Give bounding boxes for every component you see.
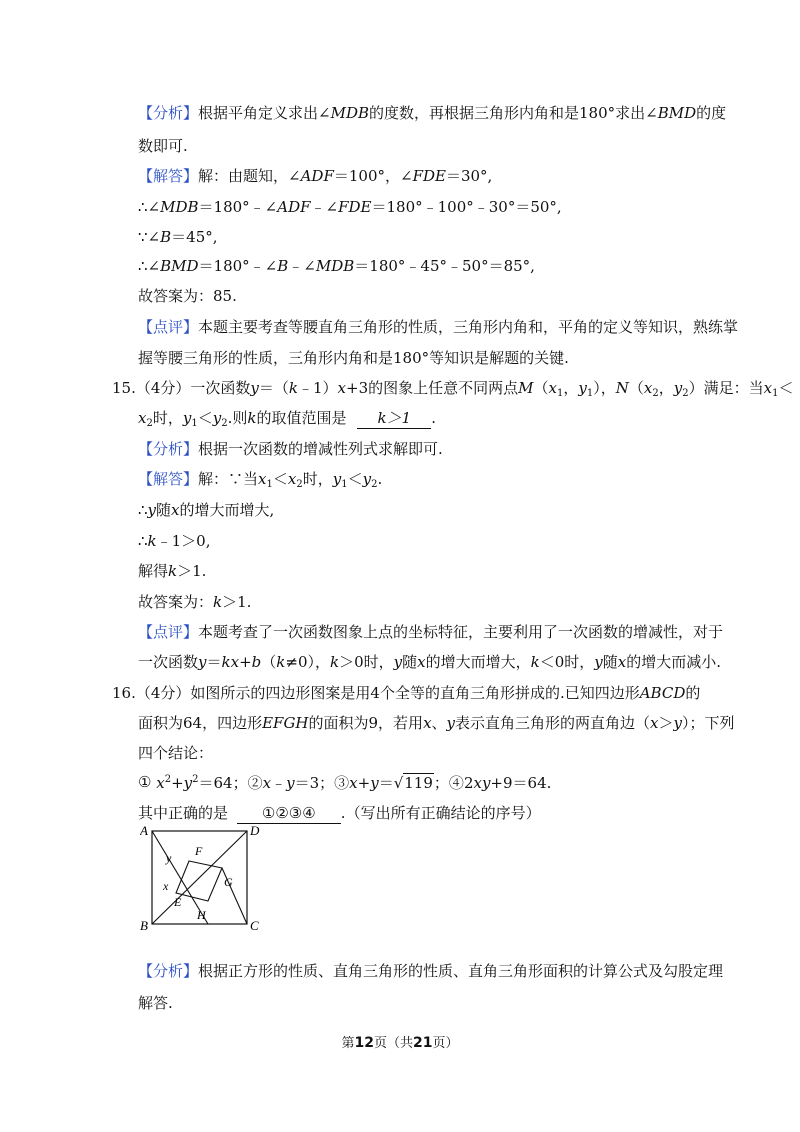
- subscript: 1: [772, 388, 779, 399]
- subscript: 2: [371, 479, 378, 490]
- var: y: [673, 714, 683, 732]
- p15-final: [138, 592, 251, 612]
- p15-step2: [138, 531, 211, 551]
- p16-analysis-line2: 解答.: [138, 994, 173, 1012]
- text: （: [628, 379, 644, 397]
- p15-analysis: [138, 439, 443, 459]
- label-G: G: [224, 875, 233, 889]
- text: +9＝64.: [490, 774, 552, 792]
- var: x: [763, 379, 773, 397]
- text: +3的图象上任意不同两点: [346, 379, 519, 397]
- text: （: [533, 379, 549, 397]
- p15-comment: [138, 622, 723, 642]
- var: k: [247, 409, 257, 427]
- text: 的度: [696, 104, 727, 122]
- text: 、: [431, 714, 447, 732]
- text: ∴∠: [138, 257, 161, 275]
- label-D: D: [250, 823, 260, 838]
- text: ＝（: [258, 379, 289, 397]
- p15-solution: [138, 469, 382, 489]
- var: b: [251, 653, 262, 671]
- var: x: [643, 379, 653, 397]
- var: x: [287, 470, 297, 488]
- p14-solution: [138, 166, 492, 186]
- label-C: C: [250, 918, 259, 933]
- var: k: [330, 653, 340, 671]
- text: 的度数，再根据三角形内角和是180°求出∠: [369, 104, 658, 122]
- label-A: A: [140, 823, 148, 838]
- text: ）；下列: [682, 714, 735, 732]
- var: x: [171, 501, 180, 519]
- text: 本题考查了一次函数图象上点的坐标特征，主要利用了一次函数的增减性，对于: [198, 623, 724, 641]
- superscript: 2: [164, 774, 172, 785]
- text: ∴: [138, 501, 148, 519]
- text: 时，: [152, 409, 183, 427]
- text: 根据正方形的性质、直角三角形的性质、直角三角形面积的计算公式及勾股定理: [198, 962, 724, 980]
- text: ，: [563, 379, 579, 397]
- p14-analysis: [138, 103, 726, 123]
- circled-number-2: ②: [247, 774, 263, 792]
- label-H: H: [197, 908, 206, 922]
- subscript: 2: [296, 479, 303, 490]
- text: +: [357, 774, 371, 792]
- text: ＝: [206, 653, 222, 671]
- text: 表示直角三角形的两直角边（: [455, 714, 651, 732]
- var: k: [288, 379, 298, 397]
- text: 的取值范围是: [256, 409, 347, 427]
- text: 的面积为9，若用: [308, 714, 424, 732]
- text: ﹣1）: [298, 379, 338, 397]
- label-x: x: [163, 879, 169, 893]
- var: y: [147, 501, 157, 519]
- text: （: [261, 653, 277, 671]
- text: ＜0时，: [539, 653, 595, 671]
- text: .（写出所有正确结论的序号）: [340, 804, 541, 822]
- text: 16.（4分）如图所示的四边形图案是用4个全等的直角三角形拼成的.已知四边形: [112, 684, 640, 702]
- analysis-tag: 【分析】: [138, 962, 199, 980]
- text: 一次函数: [138, 653, 199, 671]
- text: ＝180°﹣100°﹣30°＝50°,: [371, 198, 562, 216]
- var: MDB: [315, 257, 355, 275]
- text: 其中正确的是: [138, 804, 229, 822]
- text: 本题主要考查等腰直角三角形的性质，三角形内角和，平角的定义等知识，熟练掌: [198, 318, 739, 336]
- text: ＝180°﹣∠: [198, 198, 278, 216]
- var: y: [286, 774, 295, 792]
- p15-comment-line2: [138, 652, 721, 672]
- inner-square-efgh: [176, 861, 222, 901]
- text: ）满足：当: [688, 379, 764, 397]
- subscript: 1: [266, 479, 273, 490]
- answer-blank: ①②③④: [237, 803, 341, 824]
- text: ＝: [378, 774, 394, 792]
- var: k: [147, 532, 157, 550]
- text: ＜: [197, 409, 213, 427]
- var: y: [183, 774, 193, 792]
- text: ≠0），: [285, 653, 330, 671]
- page-footer: [0, 1032, 800, 1051]
- text: 的: [685, 684, 701, 702]
- text: ，: [658, 379, 674, 397]
- text: 的增大而增大，: [425, 653, 531, 671]
- var: y: [673, 379, 683, 397]
- var: y: [578, 379, 587, 397]
- circled-number-4: ④: [448, 774, 464, 792]
- answer-blank: k＞1: [357, 408, 431, 429]
- var: EFGH: [262, 714, 309, 732]
- text: 故答案为：: [138, 593, 214, 611]
- var: x: [258, 470, 267, 488]
- text: 解：由题知，∠: [198, 167, 301, 185]
- var: xy: [473, 774, 491, 792]
- p15-step3: [138, 561, 206, 581]
- p16-which: [138, 803, 541, 824]
- p14-comment-line2: 握等腰三角形的性质，三角形内角和是180°等知识是解题的关键.: [138, 349, 569, 367]
- text: ＜: [272, 470, 288, 488]
- label-B: B: [140, 918, 148, 933]
- var: y: [446, 714, 456, 732]
- var: k: [168, 562, 178, 580]
- p16-question-line3: 四个结论：: [138, 744, 214, 762]
- var: y: [212, 409, 222, 427]
- text: ＝100°，∠: [333, 167, 413, 185]
- text: ；: [433, 774, 449, 792]
- text: ﹣: [271, 774, 287, 792]
- p16-question-line2: [138, 713, 735, 733]
- text: 时，: [302, 470, 333, 488]
- p16-analysis: [138, 961, 723, 981]
- p14-step2: [138, 227, 218, 247]
- text: ＝30°,: [445, 167, 493, 185]
- text: ），: [593, 379, 616, 397]
- var: y: [182, 409, 192, 427]
- text: ＝180°﹣45°﹣50°＝85°,: [354, 257, 535, 275]
- text: 页（共: [373, 1036, 413, 1051]
- var: B: [160, 228, 172, 246]
- var: y: [332, 470, 342, 488]
- text: ＞1.: [177, 562, 207, 580]
- text: ＞: [658, 714, 674, 732]
- p14-comment: [138, 317, 738, 337]
- text: ＝180°﹣∠: [198, 257, 278, 275]
- subscript: 1: [341, 479, 348, 490]
- subscript: 2: [682, 388, 689, 399]
- text: .: [377, 470, 383, 488]
- circled-number-3: ③: [334, 774, 350, 792]
- var: x: [417, 653, 426, 671]
- text: 第: [341, 1036, 355, 1051]
- label-y: y: [166, 851, 172, 865]
- text: 15.（4分）一次函数: [112, 379, 251, 397]
- sqrt-radicand: 119: [404, 774, 433, 792]
- text: ﹣∠: [310, 198, 339, 216]
- var: k: [213, 593, 223, 611]
- text: 2: [463, 774, 474, 792]
- text: ﹣∠: [288, 257, 316, 275]
- var: x: [337, 379, 347, 397]
- p14-final: 故答案为：85.: [138, 287, 237, 305]
- var: M: [518, 379, 534, 397]
- p14-step1: [138, 197, 562, 217]
- subscript: 2: [146, 418, 153, 429]
- var: y: [250, 379, 259, 397]
- text: ＝64；: [198, 774, 248, 792]
- text: ＜: [347, 470, 363, 488]
- subscript: 1: [586, 388, 594, 399]
- var: x: [423, 714, 432, 732]
- var: x: [617, 653, 627, 671]
- text: ﹣1＞0,: [156, 532, 211, 550]
- text: 解得: [138, 562, 169, 580]
- var: ABCD: [639, 684, 686, 702]
- text: ＞0时，: [339, 653, 394, 671]
- text: .则: [227, 409, 248, 427]
- p15-question-line2: [138, 408, 436, 429]
- label-E: E: [174, 895, 182, 909]
- text: +: [239, 653, 252, 671]
- text: 页）: [432, 1036, 459, 1051]
- text: .: [431, 409, 437, 427]
- analysis-tag: 【分析】: [138, 440, 199, 458]
- p14-step3: [138, 256, 535, 276]
- subscript: 1: [556, 388, 564, 399]
- text: 面积为64，四边形: [138, 714, 263, 732]
- var: x: [349, 774, 358, 792]
- var: x: [138, 409, 147, 427]
- superscript: 2: [192, 774, 199, 785]
- square-diagram: [140, 822, 270, 934]
- p16-conclusions: [138, 773, 551, 793]
- comment-tag: 【点评】: [138, 623, 199, 641]
- text: 的增大而增大,: [179, 501, 275, 519]
- solution-tag: 【解答】: [138, 167, 199, 185]
- var: x: [548, 379, 557, 397]
- var: MDB: [330, 104, 370, 122]
- var: x: [650, 714, 659, 732]
- text: 随: [602, 653, 618, 671]
- var: y: [594, 653, 603, 671]
- var: y: [362, 470, 372, 488]
- text: 根据一次函数的增减性列式求解即可.: [198, 440, 443, 458]
- text: ∴∠: [138, 198, 161, 216]
- text: ∴: [138, 532, 148, 550]
- page-number: 12: [354, 1035, 374, 1051]
- subscript: 2: [221, 418, 228, 429]
- line-e-to-b: [152, 893, 176, 924]
- p15-step1: [138, 500, 274, 520]
- p14-analysis-line2: 数即可.: [138, 137, 188, 155]
- var: x: [262, 774, 272, 792]
- p16-question: [112, 683, 700, 703]
- text: ＜: [778, 379, 794, 397]
- var: x: [156, 774, 165, 792]
- var: N: [615, 379, 629, 397]
- var: BMD: [160, 257, 199, 275]
- var: k: [530, 653, 540, 671]
- p15-question: [112, 378, 793, 398]
- text: 根据平角定义求出∠: [198, 104, 331, 122]
- text: ＝45°,: [171, 228, 218, 246]
- var: B: [277, 257, 289, 275]
- var: FDE: [412, 167, 446, 185]
- var: y: [370, 774, 379, 792]
- subscript: 2: [652, 388, 659, 399]
- text: 的增大而减小.: [626, 653, 722, 671]
- var: y: [393, 653, 403, 671]
- var: k: [276, 653, 286, 671]
- var: y: [198, 653, 207, 671]
- circled-number-1: ①: [138, 773, 152, 791]
- text: +: [171, 774, 184, 792]
- text: 随: [402, 653, 418, 671]
- var: MDB: [160, 198, 199, 216]
- var: FDE: [338, 198, 372, 216]
- comment-tag: 【点评】: [138, 318, 199, 336]
- total-pages: 21: [413, 1035, 433, 1051]
- analysis-tag: 【分析】: [138, 104, 199, 122]
- text: ＞1.: [222, 593, 252, 611]
- var: ADF: [277, 198, 311, 216]
- sqrt-icon: √: [393, 774, 404, 792]
- label-F: F: [195, 844, 203, 858]
- subscript: 1: [191, 418, 198, 429]
- var: ADF: [300, 167, 334, 185]
- var: BMD: [657, 104, 697, 122]
- text: ＝3；: [294, 774, 335, 792]
- text: 随: [156, 501, 172, 519]
- var: kx: [221, 653, 240, 671]
- text: 解：∵当: [198, 470, 259, 488]
- text: ∵∠: [138, 228, 161, 246]
- solution-tag: 【解答】: [138, 470, 199, 488]
